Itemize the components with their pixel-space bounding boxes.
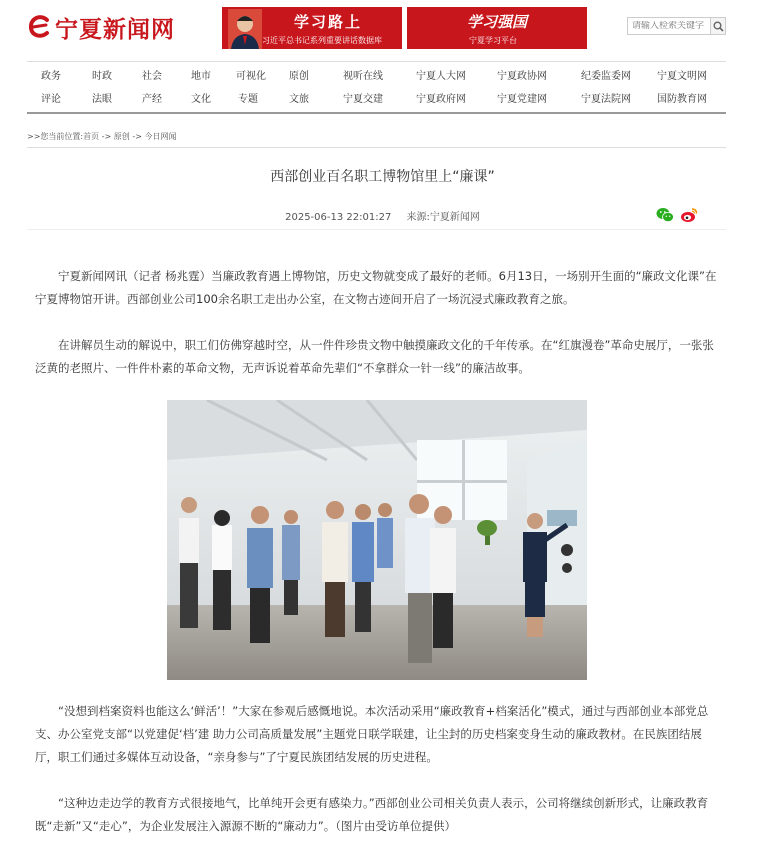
nav-item-renda[interactable]: 宁夏人大网 — [416, 71, 466, 82]
nav-item-shiting[interactable]: 视听在线 — [343, 71, 383, 82]
nav-item-fayan[interactable]: 法眼 — [92, 94, 112, 105]
nav-item-shehui[interactable]: 社会 — [142, 71, 162, 82]
banner-subtitle: 习近平总书记系列重要讲话数据库 — [262, 36, 382, 45]
article-photo — [167, 400, 587, 680]
nav-item-shizheng[interactable]: 时政 — [92, 71, 112, 82]
wechat-icon[interactable] — [656, 207, 674, 223]
meta-divider — [27, 229, 726, 230]
nav-item-jiwei[interactable]: 纪委监委网 — [581, 71, 631, 82]
banner-title: 学习路上 — [294, 13, 363, 31]
site-logo[interactable] — [27, 10, 175, 44]
nav-item-zhuanti[interactable]: 专题 — [238, 94, 258, 105]
nav-row-1 — [27, 63, 726, 86]
article-title: 西部创业百名职工博物馆里上“廉课” — [270, 169, 495, 185]
article-paragraph: “没想到档案资料也能这么‘鲜活’！”大家在参观后感慨地说。本次活动采用“廉政教育+档案活化”模式，通过与西部创业本部党总支、办公室党支部“以党建促‘档’建 助力公司高质量发展”主题党日联学联建，让尘封的历史档案变身生动的廉政教材。在民族团结展厅，职工们通过多媒体互动设备，“亲身参与”了宁夏民族团结发展的历史进程。 — [35, 704, 709, 764]
nav-item-guofang[interactable]: 国防教育网 — [657, 94, 707, 105]
search-button[interactable] — [710, 18, 725, 34]
share-bar — [656, 207, 698, 223]
nav-item-keshihua[interactable]: 可视化 — [236, 71, 266, 82]
nav-item-zhengfu[interactable]: 宁夏政府网 — [416, 94, 466, 105]
nav-item-chanjing[interactable]: 产经 — [142, 94, 162, 105]
portrait-icon — [228, 9, 262, 49]
article-date: 2025-06-13 22:01:27 — [285, 212, 392, 223]
nav-item-dangjian[interactable]: 宁夏党建网 — [497, 94, 547, 105]
nav-item-zhengxie[interactable]: 宁夏政协网 — [497, 71, 547, 82]
nav-item-wenming[interactable]: 宁夏文明网 — [657, 71, 707, 82]
article-paragraph: 宁夏新闻网讯（记者 杨兆霆）当廉政教育遇上博物馆，历史文物就变成了最好的老师。6月13日，一场别开生面的“廉政文化课”在宁夏博物馆开讲。西部创业公司100余名职工走出办公室，在文物古迹间开启了一场沉浸式廉政教育之旅。 — [35, 269, 717, 306]
breadcrumb[interactable]: >>您当前位置:首页 -> 原创 -> 今日网闻 — [27, 132, 177, 141]
nav-divider-top — [27, 61, 726, 62]
search-box — [627, 17, 726, 35]
article-source: 来源:宁夏新闻网 — [406, 212, 480, 223]
nav-item-wenlv[interactable]: 文旅 — [289, 94, 309, 105]
nav-item-yuanchuang[interactable]: 原创 — [289, 71, 309, 82]
breadcrumb-divider — [27, 147, 726, 148]
article-meta — [0, 208, 765, 223]
banner-xuexi-lushang[interactable] — [222, 7, 402, 49]
nav-item-pinglun[interactable]: 评论 — [41, 94, 61, 105]
search-icon — [713, 21, 724, 32]
nav-divider-bottom — [27, 112, 726, 114]
article-paragraph: “这种边走边学的教育方式很接地气，比单纯开会更有感染力。”西部创业公司相关负责人表示，公司将继续创新形式，让廉政教育既“走新”又“走心”，为企业发展注入源源不断的“廉动力”。（图片由受访单位提供） — [35, 796, 709, 833]
nav-item-fayuan[interactable]: 宁夏法院网 — [581, 94, 631, 105]
article-paragraph: 在讲解员生动的解说中，职工们仿佛穿越时空，从一件件珍贵文物中触摸廉政文化的千年传承。在“红旗漫卷”革命史展厅，一张张泛黄的老照片、一件件朴素的革命文物，无声诉说着革命先辈们“不拿群众一针一线”的廉洁故事。 — [35, 338, 714, 375]
banner-xuexi-qiangguo[interactable] — [407, 7, 587, 49]
nav-item-zhengwu[interactable]: 政务 — [41, 71, 61, 82]
nav-item-dishi[interactable]: 地市 — [191, 71, 211, 82]
main-nav — [27, 63, 726, 109]
search-input[interactable] — [628, 21, 710, 31]
weibo-icon[interactable] — [680, 207, 698, 223]
nav-item-jiaojian[interactable]: 宁夏交建 — [343, 94, 383, 105]
banner-title: 学习强国 — [467, 13, 528, 31]
nav-item-wenhua[interactable]: 文化 — [191, 94, 211, 105]
banner-subtitle: 宁夏学习平台 — [469, 36, 517, 45]
logo-mark-icon — [27, 14, 53, 40]
logo-text: 宁夏新闻网 — [55, 15, 175, 43]
nav-row-2 — [27, 86, 726, 109]
